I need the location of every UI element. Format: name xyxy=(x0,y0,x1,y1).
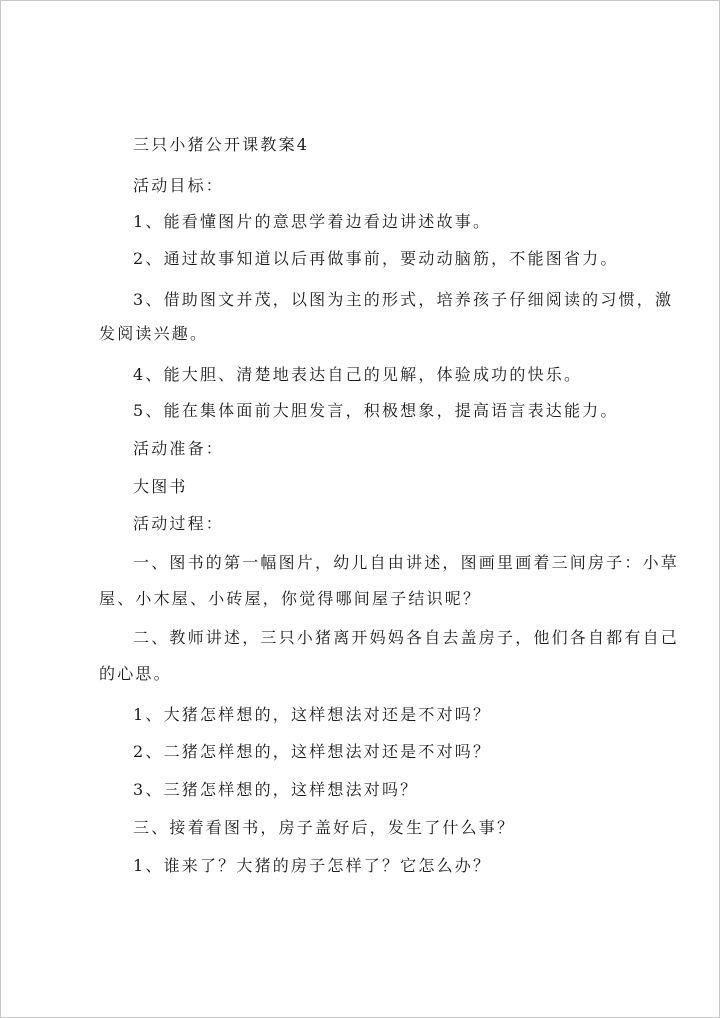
paragraph-line: 二、教师讲述，三只小猪离开妈妈各自去盖房子，他们各自都有自己 xyxy=(133,628,680,647)
paragraph-line: 1、谁来了？大猪的房子怎样了？它怎么办？ xyxy=(133,856,492,875)
paragraph-line: 4、能大胆、清楚地表达自己的见解，体验成功的快乐。 xyxy=(133,365,583,384)
paragraph-line: 2、通过故事知道以后再做事前，要动动脑筋，不能图省力。 xyxy=(133,249,619,268)
paragraph-line: 5、能在集体面前大胆发言，积极想象，提高语言表达能力。 xyxy=(133,401,619,420)
section-heading-preparation: 活动准备： xyxy=(133,439,225,458)
paragraph-line: 3、三猪怎样想的，这样想法对吗？ xyxy=(133,780,419,799)
paragraph-line: 发阅读兴趣。 xyxy=(99,324,209,343)
paragraph-line: 1、大猪怎样想的，这样想法对还是不对吗？ xyxy=(133,705,492,724)
document-title: 三只小猪公开课教案4 xyxy=(133,135,310,154)
paragraph-line: 一、图书的第一幅图片，幼儿自由讲述，图画里画着三间房子：小草 xyxy=(133,553,680,572)
paragraph-line: 1、能看懂图片的意思学着边看边讲述故事。 xyxy=(133,212,492,231)
paragraph-line: 2、二猪怎样想的，这样想法对还是不对吗？ xyxy=(133,742,492,761)
paragraph-line: 的心思。 xyxy=(99,664,172,683)
section-heading-process: 活动过程： xyxy=(133,514,225,533)
paragraph-line: 大图书 xyxy=(133,477,188,496)
paragraph-line: 屋、小木屋、小砖屋，你觉得哪间屋子结识呢？ xyxy=(99,589,482,608)
paragraph-line: 三、接着看图书，房子盖好后，发生了什么事？ xyxy=(133,818,516,837)
paragraph-line: 3、借助图文并茂，以图为主的形式，培养孩子仔细阅读的习惯，激 xyxy=(133,290,674,309)
section-heading-objectives: 活动目标： xyxy=(133,176,225,195)
